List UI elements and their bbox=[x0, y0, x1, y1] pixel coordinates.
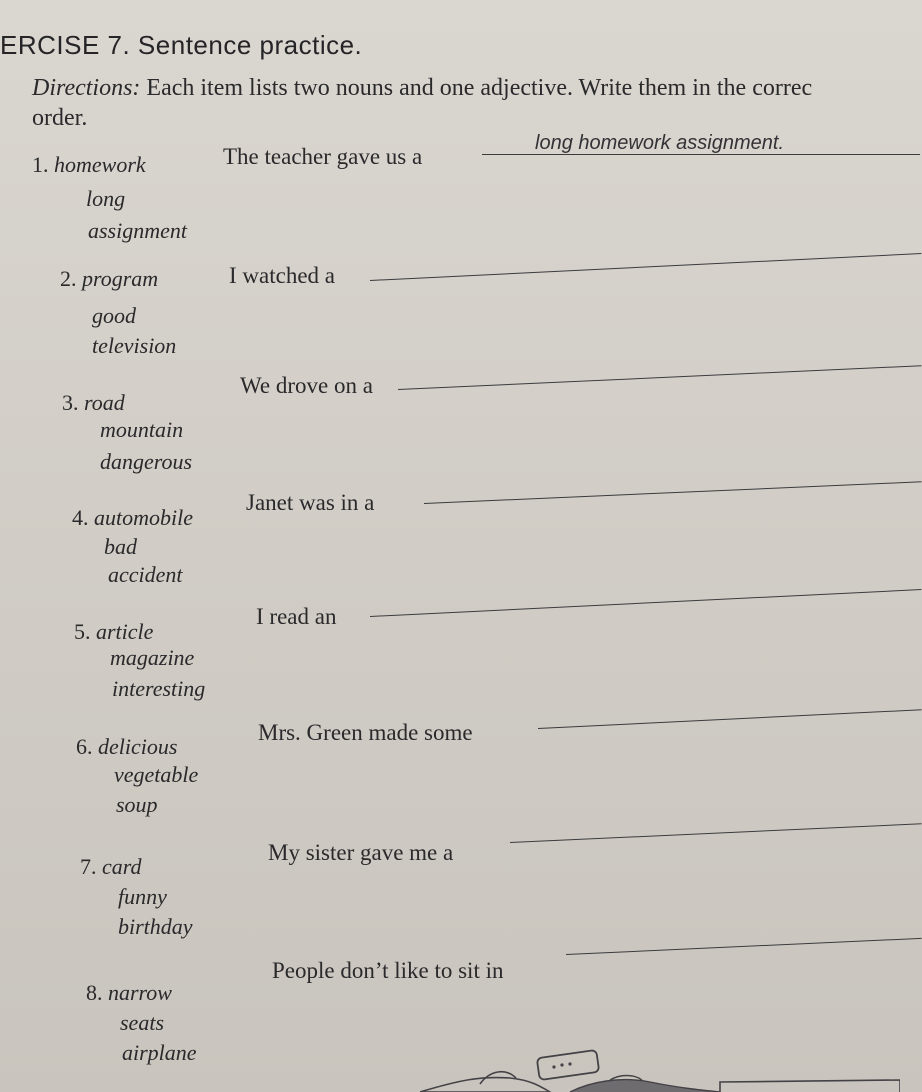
directions-line-2: order. bbox=[32, 105, 88, 131]
item-1-number: 1. bbox=[32, 152, 49, 177]
item-3-number: 3. bbox=[62, 390, 79, 415]
item-6-first-line bbox=[76, 734, 177, 760]
item-3-answer-blank[interactable] bbox=[398, 365, 922, 390]
item-4-sentence: Janet was in a bbox=[246, 490, 375, 515]
item-5-word-1: article bbox=[96, 619, 154, 644]
directions-line-1 bbox=[32, 75, 812, 102]
item-8-sentence: People don’t like to sit in bbox=[272, 958, 504, 983]
item-8-word-3: airplane bbox=[122, 1040, 197, 1065]
item-6-word-3: soup bbox=[116, 792, 158, 817]
item-4-first-line bbox=[72, 505, 193, 531]
item-1-sentence: The teacher gave us a bbox=[223, 144, 423, 169]
item-2-word-2: good bbox=[92, 303, 136, 328]
item-5-sentence: I read an bbox=[256, 604, 337, 629]
item-2-answer-blank[interactable] bbox=[370, 253, 921, 281]
item-6-answer-blank[interactable] bbox=[538, 709, 922, 729]
item-4-word-1: automobile bbox=[94, 505, 193, 530]
partial-cartoon-illustration-icon bbox=[420, 1040, 900, 1092]
item-3-word-2: mountain bbox=[100, 417, 184, 442]
item-1-first-line bbox=[32, 152, 146, 178]
exercise-heading: ERCISE 7. Sentence practice. bbox=[0, 30, 363, 60]
item-6-number: 6. bbox=[76, 734, 93, 759]
item-8-word-1: narrow bbox=[108, 980, 172, 1005]
item-3-first-line bbox=[62, 390, 125, 416]
item-7-word-1: card bbox=[102, 854, 142, 879]
item-2-sentence: I watched a bbox=[229, 263, 335, 288]
item-7-sentence: My sister gave me a bbox=[268, 840, 454, 865]
item-3-word-1: road bbox=[84, 390, 125, 415]
directions-text-1: Each item lists two nouns and one adjective. Write them in the correc bbox=[146, 75, 813, 101]
item-8-first-line bbox=[86, 980, 172, 1006]
item-4-word-3: accident bbox=[108, 562, 183, 587]
item-4-word-2: bad bbox=[104, 534, 137, 559]
item-7-word-2: funny bbox=[118, 884, 167, 909]
item-5-first-line bbox=[74, 619, 153, 645]
item-7-first-line bbox=[80, 854, 142, 880]
item-6-sentence: Mrs. Green made some bbox=[258, 720, 473, 745]
item-7-number: 7. bbox=[80, 854, 97, 879]
item-5-answer-blank[interactable] bbox=[370, 589, 921, 617]
item-2-word-1: program bbox=[82, 266, 159, 291]
item-5-word-3: interesting bbox=[112, 676, 206, 701]
item-1-word-1: homework bbox=[54, 152, 146, 177]
item-2-number: 2. bbox=[60, 266, 77, 291]
item-5-number: 5. bbox=[74, 619, 91, 644]
directions-label: Directions: bbox=[32, 75, 141, 101]
item-8-number: 8. bbox=[86, 980, 103, 1005]
item-1-answer: long homework assignment. bbox=[535, 132, 785, 154]
item-6-word-1: delicious bbox=[98, 734, 178, 759]
item-1-word-3: assignment bbox=[88, 218, 187, 243]
item-2-word-3: television bbox=[92, 333, 177, 358]
item-2-first-line bbox=[60, 266, 158, 292]
item-3-word-3: dangerous bbox=[100, 449, 193, 474]
item-3-sentence: We drove on a bbox=[240, 373, 373, 398]
item-7-word-3: birthday bbox=[118, 914, 193, 939]
item-8-word-2: seats bbox=[120, 1010, 164, 1035]
item-4-answer-blank[interactable] bbox=[424, 481, 922, 504]
item-1-word-2: long bbox=[86, 186, 126, 211]
item-5-word-2: magazine bbox=[110, 645, 195, 670]
item-7-answer-blank[interactable] bbox=[510, 823, 922, 843]
item-8-answer-blank[interactable] bbox=[566, 938, 922, 955]
item-6-word-2: vegetable bbox=[114, 762, 199, 787]
item-4-number: 4. bbox=[72, 505, 89, 530]
